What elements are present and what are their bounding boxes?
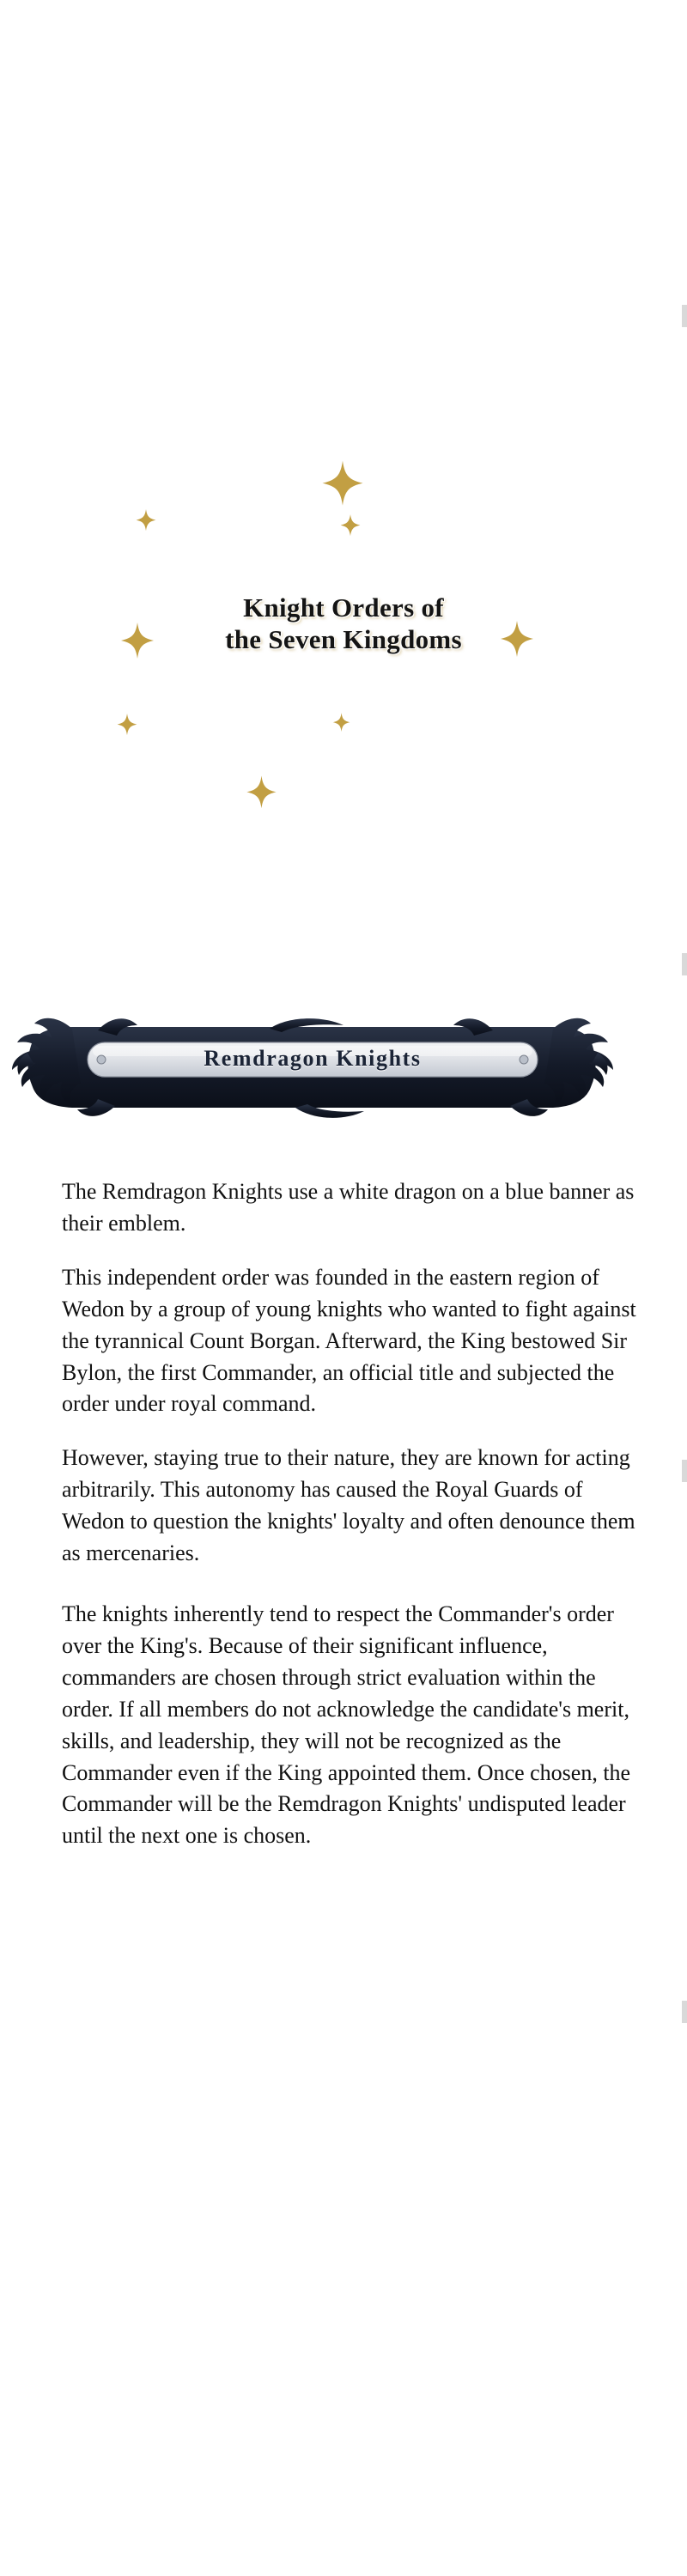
page-title-line-2: the Seven Kingdoms [225,623,462,654]
page-title [103,592,584,655]
scroll-rail-mark [682,2001,687,2023]
paragraph: This independent order was founded in the eastern region of Wedon by a group of young knights who wanted to fight against the tyrannical Count Borgan. Afterward, the King bestowed Sir Bylon, the first Commander, an official title and subjected the order under royal command. [62,1264,636,1417]
paragraph: The Remdragon Knights use a white dragon on a blue banner as their emblem. [62,1179,635,1236]
article-body [0,1176,687,1852]
page-title-line-1: Knight Orders of [243,592,444,623]
section-banner [0,996,687,1176]
starburst-ornament [103,447,584,859]
paragraph: The knights inherently tend to respect the Commander's order over the King's. Because of their significant influence, commanders are chosen through strict evaluation within the order. If all members do not acknowledge the candidate's merit, skills, and leadership, they will not be recognized as the Commander even if the King appointed them. Once chosen, the Commander will be the Remdragon Knights' undisputed leader until the next one is chosen. [62,1601,631,1849]
section-title: Remdragon Knights [204,1046,422,1071]
title-block [0,0,687,996]
scroll-rail-mark [682,1460,687,1482]
paragraph: However, staying true to their nature, they are known for acting arbitrarily. This autonomy has caused the Royal Guards of Wedon to question the knights' loyalty and often denounce them as mercenaries. [62,1445,635,1566]
